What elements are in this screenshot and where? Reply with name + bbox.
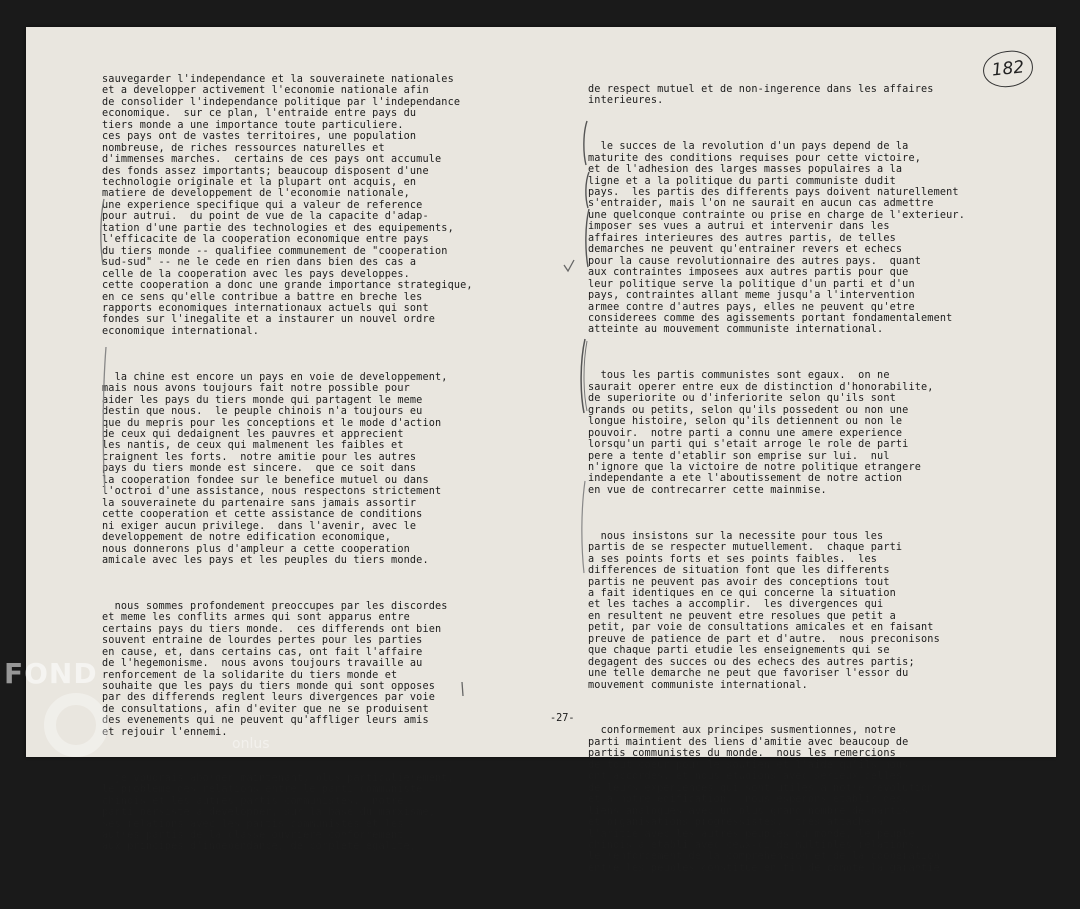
right-text-column (588, 61, 965, 909)
paragraph: nous sommes profondement preoccupes par les discordes et meme les conflits armes qui sont apparus entre certains pays du tiers monde. ces differends ont bien souvent entraine de lourdes pertes pour les parties en cause, et, dans certains cas, ont fait l'affaire de l'hegemonisme. nous avons toujours travaille au renforcement de la solidarite du tiers monde et souhaite que les pays du tiers monde qui sont opposes par des differends reglent leurs divergences par voie de consultations, afin d'eviter que ne se produisent des evenements qui ne peuvent qu'affliger leurs amis et rejouir l'ennemi. (102, 600, 448, 738)
margin-bracket-mark (98, 197, 108, 267)
paragraph: sauvegarder l'independance et la souverainete nationales et a developper activement l'economie nationale afin de consolider l'independance politique par l'independance economique. sur ce plan, l'entraide entre pays du tiers monde a une importance toute particuliere. ces pays ont de vastes territoires, une population nombreuse, de riches ressources naturelles et d'immenses marches. certains de ces pays ont accumule des fonds assez importants; beaucoup disposent d'une technologie originale et la plupart ont acquis, en matiere de developpement de l'economie nationale, une experience specifique qui a valeur de reference pour autrui. du point de vue de la capacite d'adap- tation d'une partie des technologies et des equipements, l'efficacite de la cooperation economique entre pays du tiers monde -- qualifiee communement de "cooperation sud-sud" -- ne le cede en rien dans bien des cas a celle de la cooperation avec les pays developpes. cette cooperation a donc une grande importance strategique, en ce sens qu'elle contribue a battre en breche les rapports economiques internationaux actuels qui sont fondes sur l'inegalite et a instaurer un nouvel ordre economique international. (102, 73, 473, 337)
checkmark-icon (562, 259, 576, 273)
paragraph: nous insistons sur la necessite pour tous les partis de se respecter mutuellement. chaque parti a ses points forts et ses points faibles. les differences de situation font que les differents partis ne peuvent pas avoir des conceptions tout a fait identiques en ce qui concerne la situation et les taches a accomplir. les divergences qui en resultent ne peuvent etre resolues que petit a petit, par voie de consultations amicales et en faisant preuve de patience de part et d'autre. nous preconisons que chaque parti etudie les enseignements qui se degagent des succes ou des echecs des autres partis; une telle demarche ne peut que favoriser l'essor du mouvement communiste international. (588, 530, 940, 691)
watermark-logo (44, 693, 108, 757)
paragraph: la chine est encore un pays en voie de developpement, mais nous avons toujours fait notre possible pour aider les pays du tiers monde qui partagent le meme destin que nous. le peuple chinois n'a toujours eu que du mepris pour les conceptions et le mode d'action de ceux qui dedaignent les pauvres et apprecient les nantis, de ceux qui malmenent les faibles et craignent les forts. notre amitie pour les autres pays du tiers monde est sincere. que ce soit dans la cooperation fondee sur le benefice mutuel ou dans l'octroi d'une assistance, nous respectons strictement la souverainete du partenaire sans jamais assortir cette cooperation et cette assistance de conditions ni exiger aucun privilege. dans l'avenir, avec le developpement de notre edification economique, nous donnerons plus d'ampleur a cette cooperation amicale avec les pays et les peuples du tiers monde. (102, 371, 448, 566)
paragraph: je voudrais aborder maintenant, plus particulierement, le probleme des relations entre le parti communiste chinois et les autres partis communistes. notre parti persiste a developper, sur la base du marxisme, ses relations avec les partis communistes et les autres partis de la classe ouvriere conformement aux principes d'independance, de complete egalite, (102, 772, 454, 853)
watermark-subtitle: onlus (232, 736, 270, 752)
margin-bracket-mark (577, 337, 589, 415)
document-page (26, 27, 1056, 874)
paragraph: conformement aux principes susmentionnes, notre parti maintient des liens d'amitie avec beaucoup de partis communistes du monde. nous les remercions de tout coeur pour le soutien et l'aide qu'ils nous ont accordes, et nous etudions avec serieux celles de leurs experiences qui sont utiles a notre revolution et a notre edification. nous esperons etablir des liens analogues avec un plus grand nombre de partis et organisations progressistes. tres attache a l'amitie avec les autres peuples du monde, le peuple chinois a etabli avec ceux-ci de multiples relations. le renforcement de la comprehension et de la cooperation entre les peuples constitue en fin de compte la garantie (588, 725, 940, 874)
page-number: -27- (550, 713, 575, 724)
page-stamp (981, 48, 1034, 89)
paragraph: le succes de la revolution d'un pays depend de la maturite des conditions requises pour cette victoire, et de l'adhesion des larges masses populaires a la ligne et a la politique du parti communiste dudit pays. les partis des differents pays doivent naturellement s'entraider, mais l'on ne saurait en aucun cas admettre une quelconque contrainte ou prise en charge de l'exterieur. imposer ses vues a autrui et intervenir dans les affaires interieures des autres partis, de telles demarches ne peuvent qu'entrainer revers et echecs pour la cause revolutionnaire des autres pays. quant aux contraintes imposees aux autres partis pour que leur politique serve la politique d'un parti et d'un pays, contraintes allant meme jusqu'a l'intervention armee contre d'autres pays, elles ne peuvent qu'etre considerees comme des agissements portant fondamentalement atteinte au mouvement communiste international. (588, 141, 966, 336)
margin-bracket-mark (580, 119, 590, 167)
margin-tick-mark (458, 681, 466, 697)
stamp-number: 182 (990, 57, 1026, 81)
margin-bracket-mark (582, 207, 592, 269)
watermark-text: FOND (4, 657, 98, 690)
margin-bracket-mark (100, 345, 110, 495)
margin-bracket-mark (582, 170, 592, 210)
paragraph: de respect mutuel et de non-ingerence dans les affaires interieures. (588, 83, 934, 107)
paragraph: tous les partis communistes sont egaux. on ne saurait operer entre eux de distinction d'honorabilite, de superiorite ou d'inferiorite selon qu'ils sont grands ou petits, selon qu'ils possedent ou non une longue histoire, selon qu'ils detiennent ou non le pouvoir. notre parti a connu une amere experience lorsqu'un parti qui s'etait arroge le role de parti pere a tente d'etablir son emprise sur lui. nul n'ignore que la victoire de notre politique etrangere independante a ete l'aboutissement de notre action en vue de contrecarrer cette mainmise. (588, 370, 934, 496)
margin-bracket-mark (578, 479, 588, 575)
left-text-column (102, 51, 473, 887)
